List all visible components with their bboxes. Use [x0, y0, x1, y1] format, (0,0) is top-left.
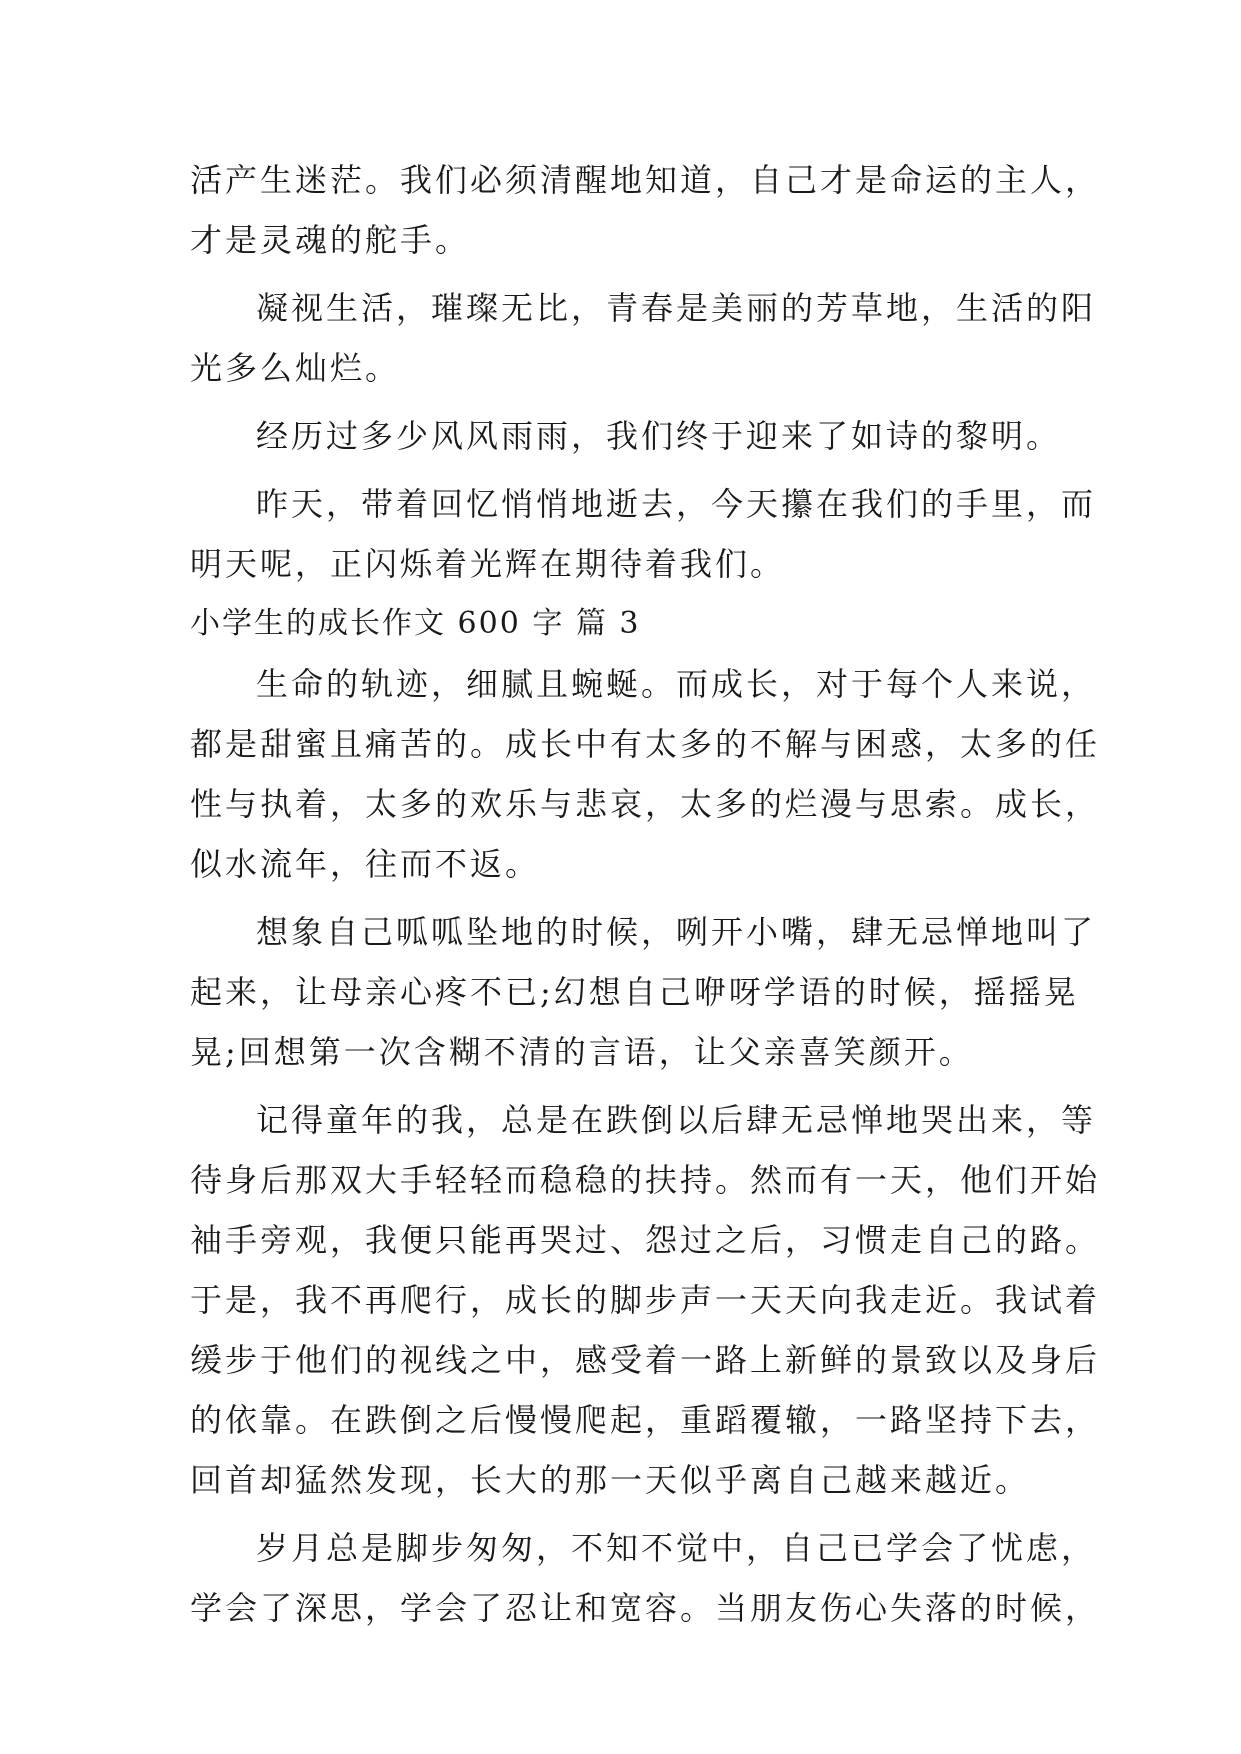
paragraph	[190, 1518, 1101, 1638]
document-page	[190, 150, 1101, 1638]
text-line: 袖手旁观，我便只能再哭过、怨过之后，习惯走自己的路。	[190, 1221, 1101, 1259]
text-line: 缓步于他们的视线之中，感受着一路上新鲜的景致以及身后	[190, 1341, 1101, 1379]
section-heading: 小学生的成长作文 600 字 篇 3	[190, 606, 641, 641]
paragraph	[190, 654, 1101, 894]
text-line: 回首却猛然发现，长大的那一天似乎离自己越来越近。	[190, 1461, 1031, 1499]
text-line: 起来，让母亲心疼不已;幻想自己咿呀学语的时候，摇摇晃	[190, 973, 1079, 1011]
text-line: 记得童年的我，总是在跌倒以后肆无忌惮地哭出来，等	[256, 1101, 1097, 1139]
text-line: 凝视生活，璀璨无比，青春是美丽的芳草地，生活的阳	[256, 289, 1097, 327]
text-line: 于是，我不再爬行，成长的脚步声一天天向我走近。我试着	[190, 1281, 1101, 1319]
text-line: 明天呢，正闪烁着光辉在期待着我们。	[190, 545, 786, 583]
text-line: 活产生迷茫。我们必须清醒地知道，自己才是命运的主人，	[190, 161, 1101, 199]
paragraph	[190, 474, 1097, 594]
text-line: 想象自己呱呱坠地的时候，咧开小嘴，肆无忌惮地叫了	[256, 913, 1097, 951]
text-line: 才是灵魂的舵手。	[190, 221, 471, 259]
text-line: 昨天，带着回忆悄悄地逝去，今天攥在我们的手里，而	[256, 485, 1097, 523]
paragraph	[190, 150, 1101, 270]
paragraph	[190, 1090, 1101, 1510]
text-line: 待身后那双大手轻轻而稳稳的扶持。然而有一天，他们开始	[190, 1161, 1101, 1199]
text-line: 学会了深思，学会了忍让和宽容。当朋友伤心失落的时候，	[190, 1589, 1101, 1627]
text-line: 晃;回想第一次含糊不清的言语，让父亲喜笑颜开。	[190, 1033, 974, 1071]
text-line: 似水流年，往而不返。	[190, 845, 541, 883]
paragraph	[190, 278, 1097, 398]
text-line: 岁月总是脚步匆匆，不知不觉中，自己已学会了忧虑，	[256, 1529, 1097, 1567]
text-line: 光多么灿烂。	[190, 349, 401, 387]
text-line: 经历过多少风风雨雨，我们终于迎来了如诗的黎明。	[256, 417, 1062, 455]
text-line: 性与执着，太多的欢乐与悲哀，太多的烂漫与思索。成长，	[190, 785, 1101, 823]
paragraph	[190, 406, 1070, 466]
paragraph	[190, 902, 1097, 1082]
text-line: 的依靠。在跌倒之后慢慢爬起，重蹈覆辙，一路坚持下去，	[190, 1401, 1101, 1439]
text-line: 都是甜蜜且痛苦的。成长中有太多的不解与困惑，太多的任	[190, 725, 1101, 763]
text-line: 生命的轨迹，细腻且蜿蜒。而成长，对于每个人来说，	[256, 665, 1097, 703]
